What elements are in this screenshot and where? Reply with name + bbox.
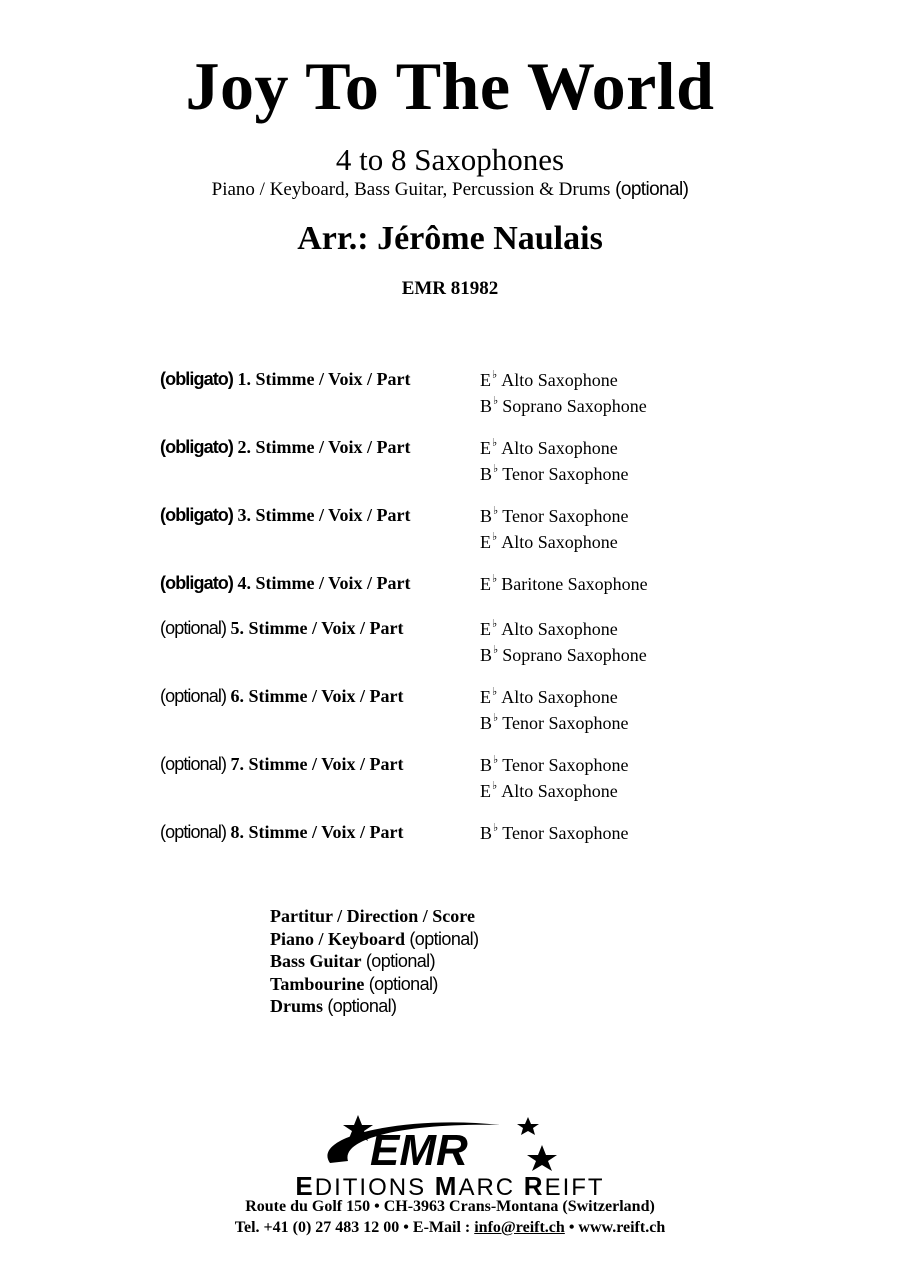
part-status: (obligato) xyxy=(160,369,233,389)
instrument-name: Soprano Saxophone xyxy=(502,645,647,665)
flat-icon: ♭ xyxy=(493,822,499,834)
instrument-name: Alto Saxophone xyxy=(501,532,618,552)
flat-icon: ♭ xyxy=(492,780,498,792)
extra-note: (optional) xyxy=(361,951,435,971)
extra-note: (optional) xyxy=(405,928,479,949)
instrument-key: B xyxy=(480,713,493,733)
instrument xyxy=(480,573,648,599)
part-label xyxy=(160,573,410,594)
instrument xyxy=(480,369,647,395)
instrument xyxy=(480,437,628,463)
instrument-name: Alto Saxophone xyxy=(501,438,618,458)
instrument-key: B xyxy=(480,464,493,484)
instrument xyxy=(480,505,628,531)
instrumentation-text: Piano / Keyboard, Bass Guitar, Percussion & Drums xyxy=(211,179,611,200)
part-name: 5. Stimme / Voix / Part xyxy=(226,618,404,638)
part-label xyxy=(160,505,410,526)
flat-icon: ♭ xyxy=(492,573,498,585)
extra-item xyxy=(270,928,478,951)
extra-name: Tambourine xyxy=(270,973,365,994)
flat-icon: ♭ xyxy=(493,754,499,766)
extra-item xyxy=(270,905,478,928)
part-name: 4. Stimme / Voix / Part xyxy=(232,573,411,593)
logo-text: EMR xyxy=(370,1126,468,1175)
instrument-key: B xyxy=(480,755,493,775)
instrument-name: Tenor Saxophone xyxy=(502,464,629,484)
instrument-list xyxy=(480,573,648,599)
instrument-list xyxy=(480,369,647,421)
instrument-list xyxy=(480,754,628,806)
flat-icon: ♭ xyxy=(492,369,498,381)
instrument-list xyxy=(480,437,628,489)
instrument xyxy=(480,644,647,670)
instrument-key: E xyxy=(480,687,491,707)
instrument-key: E xyxy=(480,574,491,594)
part-status: (optional) xyxy=(160,754,227,774)
instrument-name: Tenor Saxophone xyxy=(502,506,629,526)
extra-item xyxy=(270,950,478,973)
extra-name: Piano / Keyboard xyxy=(270,928,406,949)
instrument-name: Soprano Saxophone xyxy=(502,396,647,416)
publisher-contact xyxy=(0,1219,900,1237)
flat-icon: ♭ xyxy=(492,531,498,543)
part-status: (obligato) xyxy=(160,505,233,525)
part-name: 1. Stimme / Voix / Part xyxy=(232,369,411,389)
publisher-initial: R xyxy=(523,1171,545,1201)
part-label xyxy=(160,437,410,458)
instrument xyxy=(480,780,628,806)
flat-icon: ♭ xyxy=(492,437,498,449)
flat-icon: ♭ xyxy=(493,463,499,475)
instrument-name: Tenor Saxophone xyxy=(502,755,629,775)
instrument-name: Alto Saxophone xyxy=(501,370,618,390)
instrument-name: Alto Saxophone xyxy=(501,781,618,801)
instrument-list xyxy=(480,505,628,557)
instrument-name: Alto Saxophone xyxy=(501,687,618,707)
flat-icon: ♭ xyxy=(493,712,499,724)
extra-note: (optional) xyxy=(323,996,397,1016)
extra-item xyxy=(270,995,478,1018)
instrumentation-line xyxy=(0,180,900,201)
instrument xyxy=(480,618,647,644)
part-label xyxy=(160,618,404,639)
part-name: 8. Stimme / Voix / Part xyxy=(226,822,404,842)
part-name: 6. Stimme / Voix / Part xyxy=(226,686,404,706)
logo-star-right xyxy=(527,1145,557,1171)
part-status: (optional) xyxy=(160,822,227,842)
arranger: Arr.: Jérôme Naulais xyxy=(297,220,603,257)
flat-icon: ♭ xyxy=(492,618,498,630)
instrument xyxy=(480,531,628,557)
publisher-initial: E xyxy=(295,1171,315,1201)
flat-icon: ♭ xyxy=(493,644,499,656)
instrument-list xyxy=(480,822,628,848)
instrument-key: B xyxy=(480,506,493,526)
publisher-initial: M xyxy=(434,1171,459,1201)
instrument xyxy=(480,822,628,848)
instrument xyxy=(480,686,628,712)
part-label xyxy=(160,686,404,707)
part-name: 3. Stimme / Voix / Part xyxy=(232,505,411,525)
flat-icon: ♭ xyxy=(493,505,499,517)
extra-name: Bass Guitar xyxy=(270,951,362,971)
extra-item xyxy=(270,973,478,996)
part-name: 2. Stimme / Voix / Part xyxy=(232,437,411,457)
extra-name: Drums xyxy=(270,996,323,1016)
instrument-key: B xyxy=(480,823,493,843)
instrument-key: B xyxy=(480,645,493,665)
instrument-key: B xyxy=(480,396,493,416)
part-status: (obligato) xyxy=(160,437,233,457)
subtitle: 4 to 8 Saxophones xyxy=(335,142,565,177)
instrument-name: Alto Saxophone xyxy=(501,619,618,639)
instrument-key: E xyxy=(480,438,491,458)
instrument-key: E xyxy=(480,370,491,390)
logo-star-right-top xyxy=(517,1117,539,1135)
contact-web[interactable]: • www.reift.ch xyxy=(564,1219,666,1236)
instrumentation-optional: (optional) xyxy=(615,179,689,200)
instrument-key: E xyxy=(480,619,491,639)
contact-tel: Tel. +41 (0) 27 483 12 00 • E-Mail : xyxy=(234,1219,475,1236)
part-name: 7. Stimme / Voix / Part xyxy=(226,754,404,774)
instrument xyxy=(480,463,628,489)
part-label xyxy=(160,369,410,390)
flat-icon: ♭ xyxy=(493,395,499,407)
part-status: (optional) xyxy=(160,686,227,706)
part-label xyxy=(160,754,404,775)
instrument xyxy=(480,712,628,738)
extra-name: Partitur / Direction / Score xyxy=(270,906,475,926)
part-label xyxy=(160,822,404,843)
instrument-list xyxy=(480,618,647,670)
flat-icon: ♭ xyxy=(492,686,498,698)
instrument-name: Tenor Saxophone xyxy=(502,713,629,733)
instrument-list xyxy=(480,686,628,738)
part-status: (optional) xyxy=(160,618,227,638)
publisher-name: EDITIONS MARC REIFT xyxy=(295,1171,605,1201)
instrument xyxy=(480,395,647,421)
extra-note: (optional) xyxy=(364,973,438,994)
catalog-number: EMR 81982 xyxy=(401,278,499,299)
instrument-key: E xyxy=(480,781,491,801)
publisher-address: Route du Golf 150 • CH-3963 Crans-Montana (Switzerland) xyxy=(245,1198,655,1215)
instrument-name: Tenor Saxophone xyxy=(502,823,629,843)
extras-list xyxy=(270,905,478,1018)
page-title: Joy To The World xyxy=(185,48,715,124)
instrument-key: E xyxy=(480,532,491,552)
email-link[interactable]: info@reift.ch xyxy=(474,1219,565,1236)
instrument xyxy=(480,754,628,780)
instrument-name: Baritone Saxophone xyxy=(501,574,648,594)
part-status: (obligato) xyxy=(160,573,233,593)
